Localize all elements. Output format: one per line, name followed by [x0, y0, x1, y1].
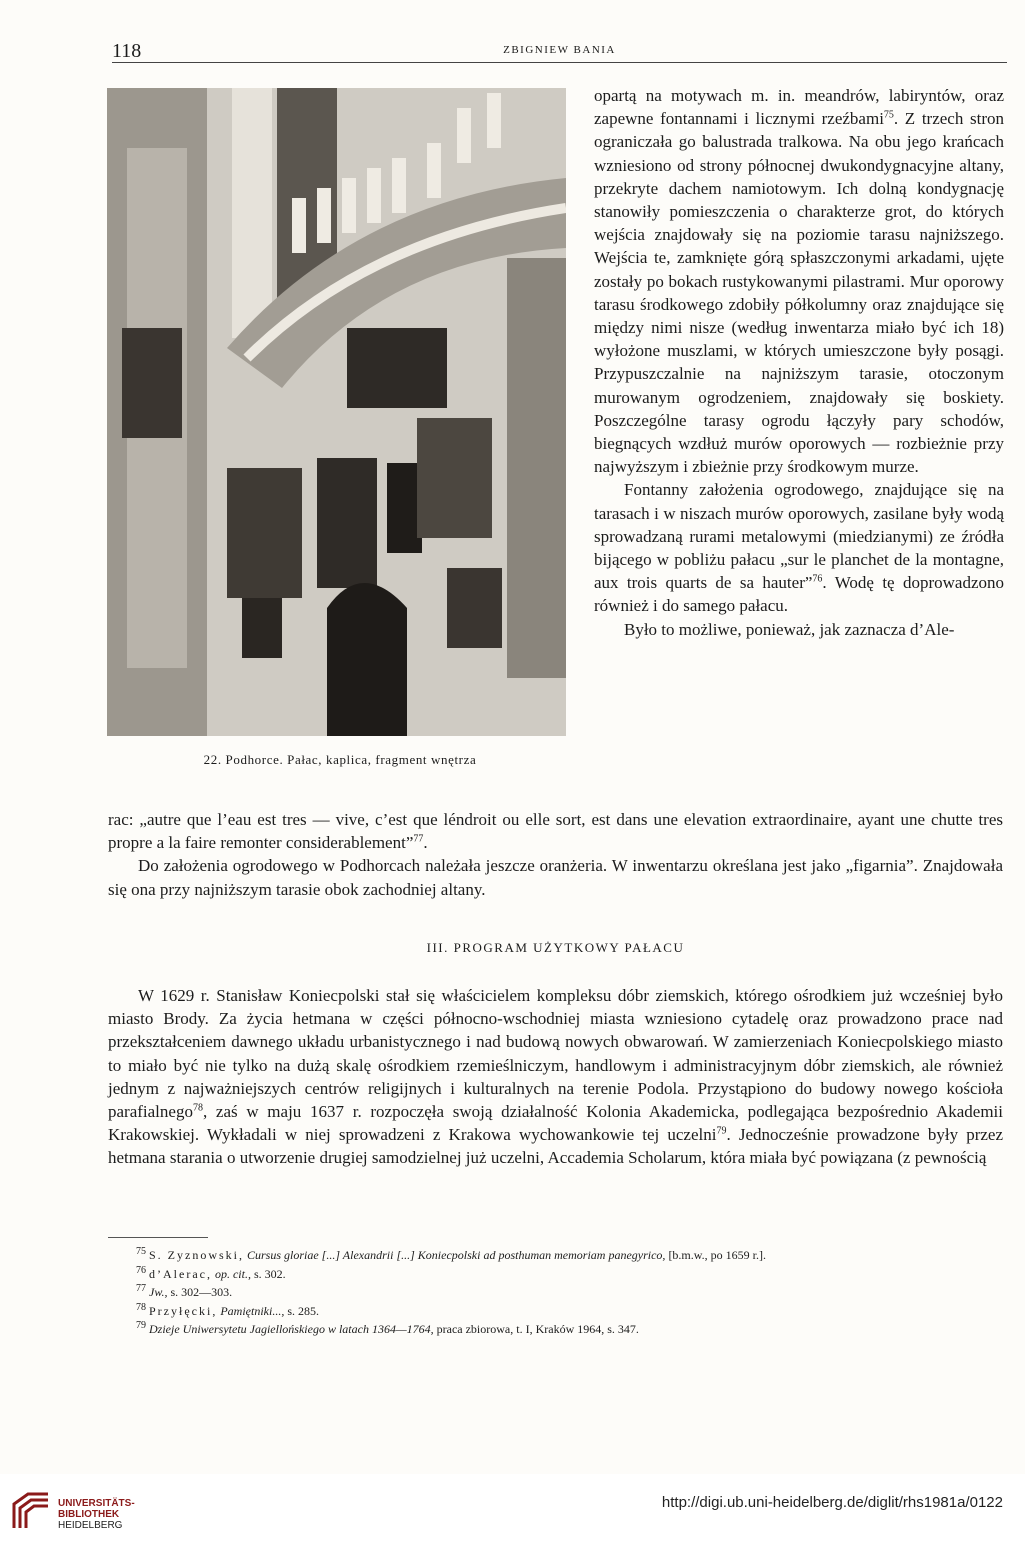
footnote-title: Cursus gloriae [...] Alexandrii [...] Koniecpolski ad posthuman memoriam panegyrico,	[247, 1248, 666, 1262]
library-logo-icon	[10, 1490, 52, 1532]
footnote-ref[interactable]: 78	[192, 1102, 203, 1114]
running-header	[112, 40, 1007, 63]
right-text-column	[594, 84, 1004, 641]
running-head-author: ZBIGNIEW BANIA	[503, 44, 616, 56]
library-line: UNIVERSITÄTS-	[58, 1498, 135, 1509]
footnote-rest: [b.m.w., po 1659 r.].	[668, 1248, 766, 1262]
footnote-title: Dzieje Uniwersytetu Jagiellońskiego w latach 1364—1764,	[149, 1322, 434, 1337]
footnote-author: d’Alerac,	[149, 1266, 212, 1281]
footnote	[108, 1265, 1003, 1284]
library-line: HEIDELBERG	[58, 1520, 123, 1531]
footnote-rest: s. 302.	[253, 1266, 286, 1281]
footnote	[108, 1246, 1003, 1265]
paragraph: Do założenia ogrodowego w Podhorcach należała jeszcze oranżeria. W inwentarzu określana jest jako „figarnia”. Znajdowała się ona przy najniższym tarasie obok zachodniej altany.	[108, 856, 1003, 899]
figure-caption: 22. Podhorce. Pałac, kaplica, fragment wnętrza	[203, 752, 477, 767]
footnote-number: 79	[136, 1320, 146, 1332]
footnote-rest: s. 285.	[287, 1303, 319, 1318]
footnote-ref[interactable]: 75	[883, 109, 894, 121]
page-number: 118	[112, 40, 142, 62]
permalink-url[interactable]: http://digi.ub.uni-heidelberg.de/diglit/rhs1981a/0122	[661, 1494, 1003, 1511]
footnote-author: S. Zyznowski,	[149, 1248, 244, 1262]
footnote-number: 76	[136, 1264, 146, 1276]
paragraph: Było to możliwe, ponieważ, jak zaznacza d’Ale-	[624, 619, 955, 639]
text: rac: „autre que l’eau est tres — vive, c’est que léndroit ou elle sort, est dans une elevation extraordinaire, ayant une chutte tres propre a la faire remonter considerablement”	[108, 810, 1003, 853]
footnote-separator	[108, 1237, 208, 1238]
figure-photo-chapel-interior	[107, 88, 566, 736]
footnote-ref[interactable]: 76	[812, 573, 823, 585]
paragraph	[594, 84, 1004, 478]
footnote	[108, 1320, 1003, 1339]
footnote	[108, 1283, 1003, 1302]
text: .	[423, 833, 428, 853]
library-name	[58, 1498, 135, 1531]
footnote-number: 77	[136, 1283, 146, 1295]
footnote	[108, 1302, 1003, 1321]
text: , zaś w maju 1637 r. rozpoczęła swoją działalność Kolonia Akademicka, podlegająca bezpośrednio Akademii Krakowskiej. Wykładali w niej sprowadzeni z Krakowa wychowankowie tej uczelni	[108, 1102, 1003, 1145]
digitization-footer	[0, 1474, 1025, 1552]
text: . Wodę tę doprowadzono również i do samego pałacu.	[594, 573, 1004, 616]
footnote-title: Jw.,	[149, 1285, 168, 1300]
footnotes	[108, 1246, 1003, 1339]
footnote-title: Pamiętniki...,	[220, 1303, 285, 1318]
text: Fontanny założenia ogrodowego, znajdujące się na tarasach i w niszach murów oporowych, zasilane były wodą sprowadzaną rurami metalowymi (miedzianymi) ze źródła bijącego w pobliżu pałacu „sur le planchet de la montagne, aux trois quarts de sa hauter”	[594, 480, 1004, 593]
footnote-ref[interactable]: 77	[413, 833, 424, 845]
footnote-number: 75	[136, 1246, 146, 1257]
section-title: III. PROGRAM UŻYTKOWY PAŁACU	[426, 940, 685, 955]
footnote-ref[interactable]: 79	[716, 1125, 727, 1137]
footnote-number: 78	[136, 1301, 146, 1313]
footnote-author: Przyłęcki,	[149, 1303, 218, 1318]
full-width-text-2	[108, 984, 1003, 1170]
text: opartą na motywach m. in. meandrów, labiryntów, oraz zapewne fontannami i licznymi rzeźbami	[594, 86, 1004, 129]
paragraph	[594, 478, 1004, 617]
footnote-rest: s. 302—303.	[170, 1285, 233, 1300]
paragraph	[108, 808, 1003, 854]
text: W 1629 r. Stanisław Koniecpolski stał się właścicielem kompleksu dóbr ziemskich, którego ośrodkiem już wcześniej było miasto Brody. Za życia hetmana w części północno-wschodniej miasta wzniesiono cytadelę oraz prowadzono prace nad przekształceniem dawnego układu urbanistycznego i nad budową nowych obwarowań. W zamierzeniach Koniecpolskiego miasto to miało być nie tylko na dużą skalę ośrodkiem rzemieślniczym, handlowym i administracyjnym dóbr ziemskich, ale również jednym z najważniejszych centrów religijnych i kulturalnych na terenie Podola. Przystąpiono do budowy nowego kościoła parafialnego	[108, 986, 1003, 1122]
paragraph	[108, 984, 1003, 1170]
footnote-rest: praca zbiorowa, t. I, Kraków 1964, s. 347.	[436, 1322, 639, 1337]
library-line: BIBLIOTHEK	[58, 1509, 120, 1520]
full-width-text-1	[108, 808, 1003, 901]
footnote-title: op. cit.,	[214, 1266, 251, 1281]
text: . Z trzech stron ograniczała go balustrada tralkowa. Na obu jego krańcach wzniesiono od strony północnej dwukondygnacyjne altany, przekryte dachem namiotowym. Ich dolną kondygnację stanowiły pomieszczenia o charakterze grot, do których wejścia znajdowały się na poziomie tarasu najniższego. Wejścia te, zamknięte górą spłaszczonymi arkadami, ujęte zostały po bokach rustykowanymi pilastrami. Mur oporowy tarasu środkowego zdobiły półkolumny oraz znajdujące się między nimi nisze (według inwentarza miało być ich 18) wyłożone muszlami, w których umieszczone były posągi. Przypuszczalnie na najniższym tarasie, otoczonym murowanym ogrodzeniem, znajdowały się boskiety. Poszczególne tarasy ogrodu łączyły pary schodów, biegnących wzdłuż murów oporowych — rozbieżnie przy najwyższym i zbieżnie przy środkowym murze.	[594, 109, 1004, 477]
text: . Jednocześnie prowadzone były przez hetmana starania o utworzenie drugiej samodzielnej już uczelni, Accademia Scholarum, która miała być powiązana (z pewnością	[108, 1125, 1003, 1168]
chapel-interior-illustration	[107, 88, 566, 736]
